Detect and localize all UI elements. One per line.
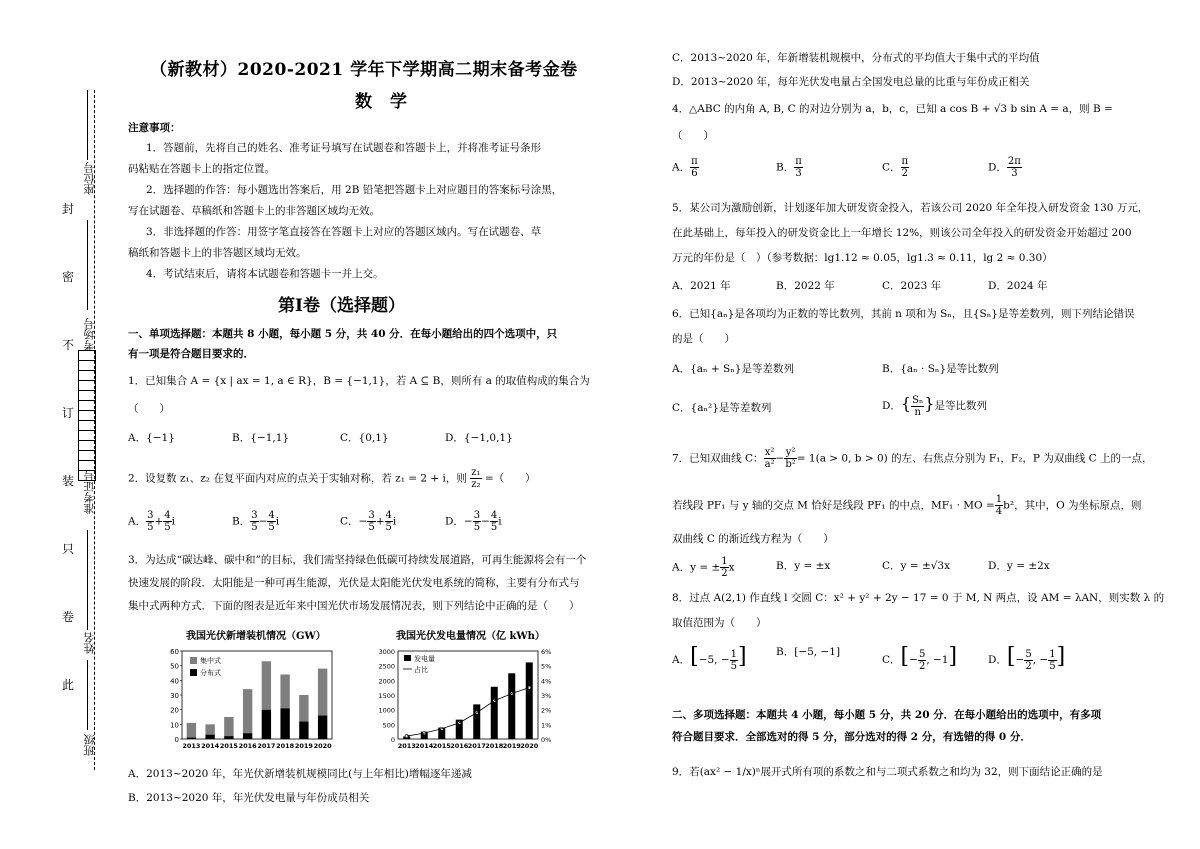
q4-stem: 4．△ABC 的内角 A, B, C 的对边分别为 a，b，c，已知 a cos B + √3 b sin A = a，则 B =: [672, 103, 1113, 115]
chart2-bar-generation: [526, 662, 533, 739]
notes-heading: 注意事项：: [128, 122, 181, 134]
q7-option-c: C．y = ±√3x: [882, 560, 951, 572]
note-line: 3．非选择题的作答：用签字笔直接答在答题卡上对应的答题区域内。写在试题卷、草: [146, 226, 542, 238]
chart2-x-tick: 2015: [432, 742, 451, 750]
q8-line: 取值范围为（ ）: [672, 617, 767, 629]
binding-char: 封: [62, 202, 75, 216]
q3-line: 集中式两种方式．下面的图表是近年来中国光伏市场发展情况表，则下列结论中正确的是（ ）: [128, 600, 580, 612]
q7-option-a: A．y = ± $\frac{1}{2}$ x: [672, 556, 735, 579]
section1-intro: 有一项是符合题目要求的．: [128, 348, 254, 360]
q2-fraction: $\frac{\text{z₁}}{\text{z₂}}$: [471, 467, 481, 490]
seat-label: 座位号: [83, 162, 96, 195]
q9-stem: 9．若(ax² − 1/x)ⁿ展开式所有项的系数之和与二项式系数之和均为 32，则下面结论正确的是: [672, 766, 1103, 778]
q3-line: 快速发展的阶段．太阳能是一种可再生能源，光伏是太阳能光伏发电系统的简称，主要有分布式与: [128, 577, 580, 589]
q4-option: B． $\frac{\pi}{3}$: [776, 156, 802, 179]
chart2-bar-generation: [508, 673, 515, 739]
exam-title: （新教材）2020-2021 学年下学期高二期末备考金卷: [150, 60, 578, 80]
subject-title: 数学: [355, 92, 425, 112]
chart1-x-tick: 2018: [276, 742, 295, 750]
chart1-bar-centralized: [243, 689, 252, 733]
chart2-y-tick: 2500: [378, 662, 395, 671]
q1-option-b: B．{−1,1}: [232, 432, 290, 444]
chart1-y-tick: 0: [174, 736, 179, 744]
chart1-bar-distributed: [187, 738, 196, 739]
chart2-x-tick: 2013: [397, 742, 416, 750]
chart1-y-tick: 60: [170, 648, 179, 656]
chart1-y-tick: 30: [170, 692, 179, 700]
chart1-bar-distributed: [224, 736, 233, 739]
q5-line: 万元的年份是（ ）（参考数据：lg1.12 ≈ 0.05，lg1.3 ≈ 0.11，lg 2 ≈ 0.30）: [672, 252, 1053, 264]
chart1-bar-centralized: [280, 674, 289, 708]
q1-stem: 1．已知集合 A = {x | ax = 1, a ∈ R}，B = {−1,1}，若 A ⊆ B，则所有 a 的取值构成的集合为: [128, 375, 590, 387]
q3-option-a: A．2013~2020 年，年光伏新增装机规模同比(与上年相比)增幅逐年递减: [128, 768, 472, 780]
q2-stem: [128, 467, 536, 490]
note-line: 1．答题前，先将自己的姓名、准考证号填写在试题卷和答题卡上，并将准考证号条形: [146, 142, 542, 154]
chart1-x-tick: 2020: [313, 742, 332, 750]
q8-option: C．[− $\frac{5}{2}$ , −1]: [882, 644, 958, 672]
note-line: 4．考试结束后，请将本试题卷和答题卡一并上交。: [146, 268, 384, 280]
chart1-x-tick: 2016: [238, 742, 257, 750]
chart2-y2-tick: 3%: [541, 692, 552, 700]
chart2-y-tick: 500: [382, 721, 395, 730]
chart1-bar-centralized: [299, 695, 308, 721]
q5-option-b: B．2022 年: [776, 280, 835, 292]
name-label: 姓名: [83, 632, 96, 654]
q2-stem-tail: =（ ）: [484, 472, 536, 485]
chart1-bar-distributed: [280, 708, 289, 739]
chart2-y2-tick: 1%: [541, 721, 552, 730]
section2-intro: 二、多项选择题：本题共 4 小题，每小题 5 分，共 20 分．在每小题给出的选项中，有多项: [672, 709, 1102, 721]
q6-option-d: D．{ $\frac{\text{Sₙ}}{n}$ }是等比数列: [882, 394, 987, 418]
binding-char: 订: [62, 406, 75, 420]
q5-option-d: D．2024 年: [988, 280, 1048, 292]
chart2-y-tick: 2000: [378, 677, 395, 686]
section1-intro: 一、单项选择题：本题共 8 小题，每小题 5 分，共 40 分．在每小题给出的四个选项中，只: [128, 328, 558, 340]
q4-option: C． $\frac{\pi}{2}$: [882, 156, 909, 179]
q6-option-b: B．{aₙ · Sₙ}是等比数列: [882, 363, 999, 375]
chart2-y2-tick: 6%: [541, 648, 552, 656]
q2-option: C．− $\frac{3}{5}$ + $\frac{4}{5}$ i: [340, 510, 397, 533]
section2-intro: 符合题目要求．全部选对的得 5 分，部分选对的得 2 分，有选错的得 0 分．: [672, 731, 1031, 743]
q7-option-d: D．y = ±2x: [988, 560, 1050, 572]
q9-expression: (ax² − 1/x)ⁿ: [699, 766, 761, 778]
chart2-title: 我国光伏发电量情况（亿 kWh）: [396, 631, 545, 642]
q1-option-a: A．{−1}: [128, 432, 175, 444]
chart1-x-tick: 2014: [201, 742, 220, 750]
chart1-legend-swatch: [190, 657, 197, 664]
q3-option-c: C．2013~2020 年，年新增装机规模中，分布式的平均值大于集中式的平均值: [672, 52, 1040, 64]
q3-option-b: B．2013~2020 年，年光伏发电量与年份成员相关: [128, 792, 370, 804]
q8-option: D．[− $\frac{5}{2}$ , − $\frac{1}{5}$ ]: [988, 644, 1066, 672]
room-line: [87, 220, 88, 310]
q1-option-c: C．{0,1}: [340, 432, 389, 444]
chart1-legend-label: 集中式: [200, 657, 221, 665]
class-label: 班级: [83, 734, 96, 756]
chart1-bar-centralized: [318, 669, 327, 716]
chart1-bar-centralized: [224, 717, 233, 736]
chart2-y-tick: 0: [390, 736, 395, 744]
q1-paren: （ ）: [128, 403, 170, 415]
q2-option: B． $\frac{3}{5}$ − $\frac{4}{5}$ i: [232, 510, 280, 533]
chart2-legend-label: 占比: [414, 666, 428, 674]
chart2-y2-tick: 2%: [541, 706, 552, 715]
chart1-x-tick: 2015: [219, 742, 238, 750]
chart2-x-tick: 2016: [450, 742, 469, 750]
chart1-bar-distributed: [262, 710, 271, 739]
chart1-bar-centralized: [262, 661, 271, 709]
q4-option: D． $\frac{2\pi}{3}$: [988, 156, 1021, 179]
section1-title: 第Ⅰ卷（选择题）: [278, 296, 405, 316]
note-line: 稿纸和答题卡上的非答题区域均无效。: [128, 247, 307, 259]
q6-line: 的是（ ）: [672, 333, 735, 345]
chart1-bar-distributed: [318, 716, 327, 739]
q5-line: 5．某公司为激励创新，计划逐年加大研发资金投入，若该公司 2020 年全年投入研发资金 130 万元，: [672, 202, 1149, 214]
name-line: [87, 530, 88, 630]
chart2-legend-swatch: [404, 655, 411, 661]
q7-line2: 若线段 PF₁ 与 y 轴的交点 M 恰好是线段 PF₁ 的中点，MF₁ · MO = $\frac{1}{4}$ b²，其中，O 为坐标原点，则: [672, 494, 1142, 517]
binding-char: 密: [62, 270, 75, 284]
chart2-y-tick: 1000: [378, 706, 395, 715]
chart1-y-tick: 20: [170, 706, 179, 715]
chart2-bar-generation: [491, 687, 498, 739]
chart2-y-tick: 1500: [378, 692, 395, 700]
room-label: 考场号: [83, 318, 96, 351]
binding-char: 卷: [62, 610, 75, 624]
chart1-bar-centralized: [205, 724, 214, 734]
q8-line: 8．过点 A(2,1) 作直线 l 交圆 C：x² + y² + 2y − 17 = 0 于 M, N 两点，设 AM = λAN，则实数 λ 的: [672, 592, 1165, 604]
binding-char: 只: [62, 542, 75, 556]
q7-option-b: B．y = ±x: [776, 560, 831, 572]
q5-option-c: C．2023 年: [882, 280, 942, 292]
note-line: 码粘贴在答题卡上的指定位置。: [128, 163, 275, 175]
chart1-y-tick: 50: [170, 662, 179, 671]
chart1-bar-distributed: [299, 721, 308, 739]
chart1: [160, 643, 340, 753]
seat-line: [87, 90, 88, 160]
chart2: [368, 643, 558, 753]
q6-option-c: C．{aₙ²}是等差数列: [672, 402, 772, 414]
chart1-bar-centralized: [187, 723, 196, 738]
note-line: 2．选择题的作答：每小题选出答案后，用 2B 铅笔把答题卡上对应题目的答案标号涂黑，: [146, 184, 563, 196]
q1-option-d: D．{−1,0,1}: [445, 432, 513, 444]
q3-option-d: D．2013~2020 年，每年光伏发电量占全国发电总量的比重与年份成正相关: [672, 76, 1030, 88]
q7-line1: 7．已知双曲线 C： $\frac{\text{x²}}{\text{a²}}$ − $\frac{\text{y²}}{\text{b²}}$ = 1(a > 0, b > 0) 的左、右焦点分别为 F₁，F₂，P 为双曲线 C 上的一点，: [672, 447, 1153, 470]
chart2-x-tick: 2020: [520, 742, 539, 750]
chart2-y2-tick: 4%: [541, 677, 552, 686]
chart1-legend-label: 分布式: [200, 669, 221, 677]
chart2-x-tick: 2014: [415, 742, 434, 750]
exam-id-label: 准考证号: [83, 470, 96, 514]
q7-line3: 双曲线 C 的渐近线方程为（ ）: [672, 533, 834, 545]
chart2-y2-tick: 0%: [541, 736, 552, 744]
chart1-y-tick: 40: [170, 677, 179, 686]
chart2-legend-label: 发电量: [414, 655, 435, 663]
q4-option: A． $\frac{\pi}{6}$: [672, 156, 698, 179]
q6-line: 6．已知{aₙ}是各项均为正数的等比数列，其前 n 项和为 Sₙ，且{Sₙ}是等差数列，则下列结论错误: [672, 308, 1135, 320]
q8-option: A．[−5, − $\frac{1}{5}$ ]: [672, 644, 747, 672]
chart1-x-tick: 2013: [182, 742, 201, 750]
chart1-legend-swatch: [190, 669, 197, 676]
chart2-x-tick: 2019: [502, 742, 521, 750]
chart1-title: 我国光伏新增装机情况（GW）: [186, 631, 326, 642]
q5-option-a: A．2021 年: [672, 280, 731, 292]
q2-option: A． $\frac{3}{5}$ + $\frac{4}{5}$ i: [128, 510, 176, 533]
binding-char: 装: [62, 474, 75, 488]
q2-stem-text: 2．设复数 z₁、z₂ 在复平面内对应的点关于实轴对称，若 z₁ = 2 + i，则: [128, 472, 467, 485]
chart1-y-tick: 10: [170, 721, 179, 730]
chart1-bar-distributed: [243, 733, 252, 739]
chart2-x-tick: 2017: [467, 742, 486, 750]
chart2-y-tick: 3000: [378, 648, 395, 656]
q2-option: D．− $\frac{3}{5}$ − $\frac{4}{5}$ i: [445, 510, 502, 533]
q4-paren: （ ）: [672, 130, 714, 142]
q5-line: 在此基础上，每年投入的研发资金比上一年增长 12%，则该公司全年投入的研发资金开始超过 200: [672, 227, 1132, 239]
class-line: [87, 660, 88, 730]
chart2-frame: [398, 651, 538, 739]
chart1-x-tick: 2019: [294, 742, 313, 750]
q6-option-a: A．{aₙ + Sₙ}是等差数列: [672, 363, 794, 375]
chart1-x-tick: 2017: [257, 742, 276, 750]
chart2-bar-generation: [473, 704, 480, 739]
binding-char: 此: [62, 678, 75, 692]
chart1-bar-distributed: [205, 735, 214, 739]
binding-char: 不: [62, 338, 75, 352]
chart2-x-tick: 2018: [485, 742, 504, 750]
chart2-y2-tick: 5%: [541, 662, 552, 671]
q8-option: B．[−5, −1]: [776, 646, 841, 658]
q3-line: 3．为达成“碳达峰、碳中和”的目标，我们需坚持绿色低碳可持续发展道路，可再生能源将会有一个: [128, 554, 587, 566]
exam-id-boxes: [78, 350, 96, 481]
note-line: 写在试题卷、草稿纸和答题卡上的非答题区域均无效。: [128, 205, 380, 217]
